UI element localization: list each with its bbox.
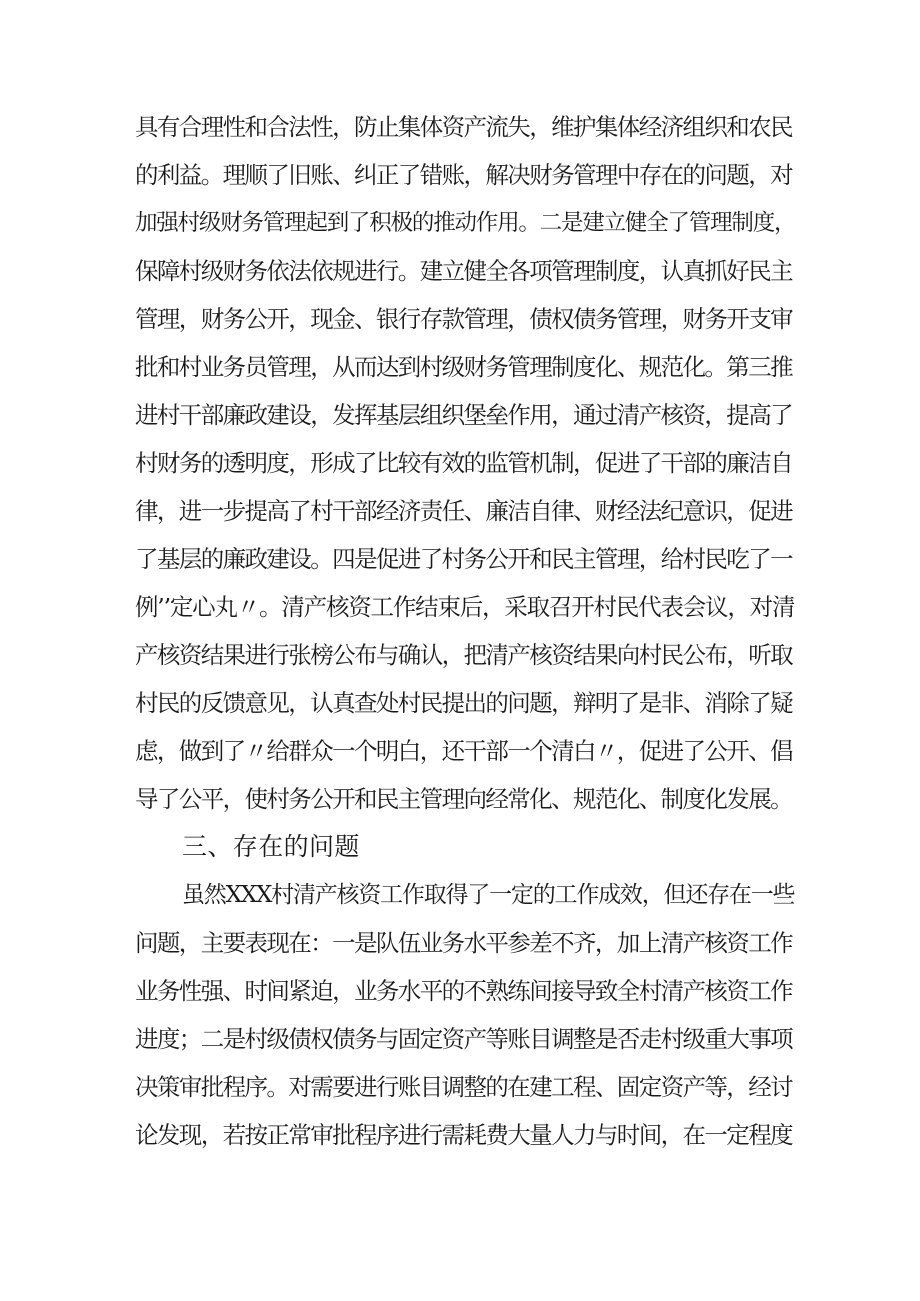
body-text-line: 决策审批程序。对需要进行账目调整的在建工程、固定资产等，经讨 bbox=[135, 1073, 792, 1101]
body-text-line: 律，进一步提高了村干部经济责任、廉洁自律、财经法纪意识，促进 bbox=[135, 497, 792, 525]
section-heading: 三、存在的问题 bbox=[182, 832, 360, 861]
body-text-line: 例’’定心丸〃。清产核资工作结束后，采取召开村民代表会议，对清 bbox=[135, 593, 795, 621]
body-text-line: 进村干部廉政建设，发挥基层组织堡垒作用，通过清产核资，提高了 bbox=[135, 401, 792, 429]
body-text-line: 论发现，若按正常审批程序进行需耗费大量人力与时间，在一定程度 bbox=[135, 1121, 792, 1149]
body-text-line: 虽然XXX村清产核资工作取得了一定的工作成效，但还存在一些 bbox=[182, 882, 795, 908]
body-text-line: 导了公平，使村务公开和民主管理向经常化、规范化、制度化发展。 bbox=[135, 785, 792, 813]
body-text-line: 业务性强、时间紧迫，业务水平的不熟练间接导致全村清产核资工作 bbox=[135, 977, 792, 1005]
body-text-line: 虑，做到了〃给群众一个明白，还干部一个清白〃，促进了公开、倡 bbox=[135, 737, 792, 765]
body-text-line: 产核资结果进行张榜公布与确认，把清产核资结果向村民公布，听取 bbox=[135, 641, 792, 669]
body-text-line: 加强村级财务管理起到了积极的推动作用。二是建立健全了管理制度， bbox=[135, 210, 796, 236]
body-text-line: 问题，主要表现在：一是队伍业务水平参差不齐，加上清产核资工作 bbox=[135, 929, 792, 957]
body-text-line: 村财务的透明度，形成了比较有效的监管机制，促进了干部的廉洁自 bbox=[135, 449, 792, 477]
body-text-line: 管理，财务公开，现金、银行存款管理，债权债务管理，财务开支审 bbox=[135, 305, 792, 333]
body-text-line: 进度；二是村级债权债务与固定资产等账目调整是否走村级重大事项 bbox=[135, 1025, 792, 1053]
body-text-line: 批和村业务员管理，从而达到村级财务管理制度化、规范化。第三推 bbox=[135, 353, 792, 381]
body-text-line: 保障村级财务依法依规进行。建立健全各项管理制度，认真抓好民主 bbox=[135, 257, 792, 285]
body-text-line: 的利益。理顺了旧账、纠正了错账，解决财务管理中存在的问题，对 bbox=[135, 161, 792, 189]
body-text-line: 具有合理性和合法性，防止集体资产流失，维护集体经济组织和农民 bbox=[135, 113, 792, 141]
body-text-line: 了基层的廉政建设。四是促进了村务公开和民主管理，给村民吃了一 bbox=[135, 545, 792, 573]
body-text-line: 村民的反馈意见，认真查处村民提出的问题，辩明了是非、消除了疑 bbox=[135, 689, 792, 717]
